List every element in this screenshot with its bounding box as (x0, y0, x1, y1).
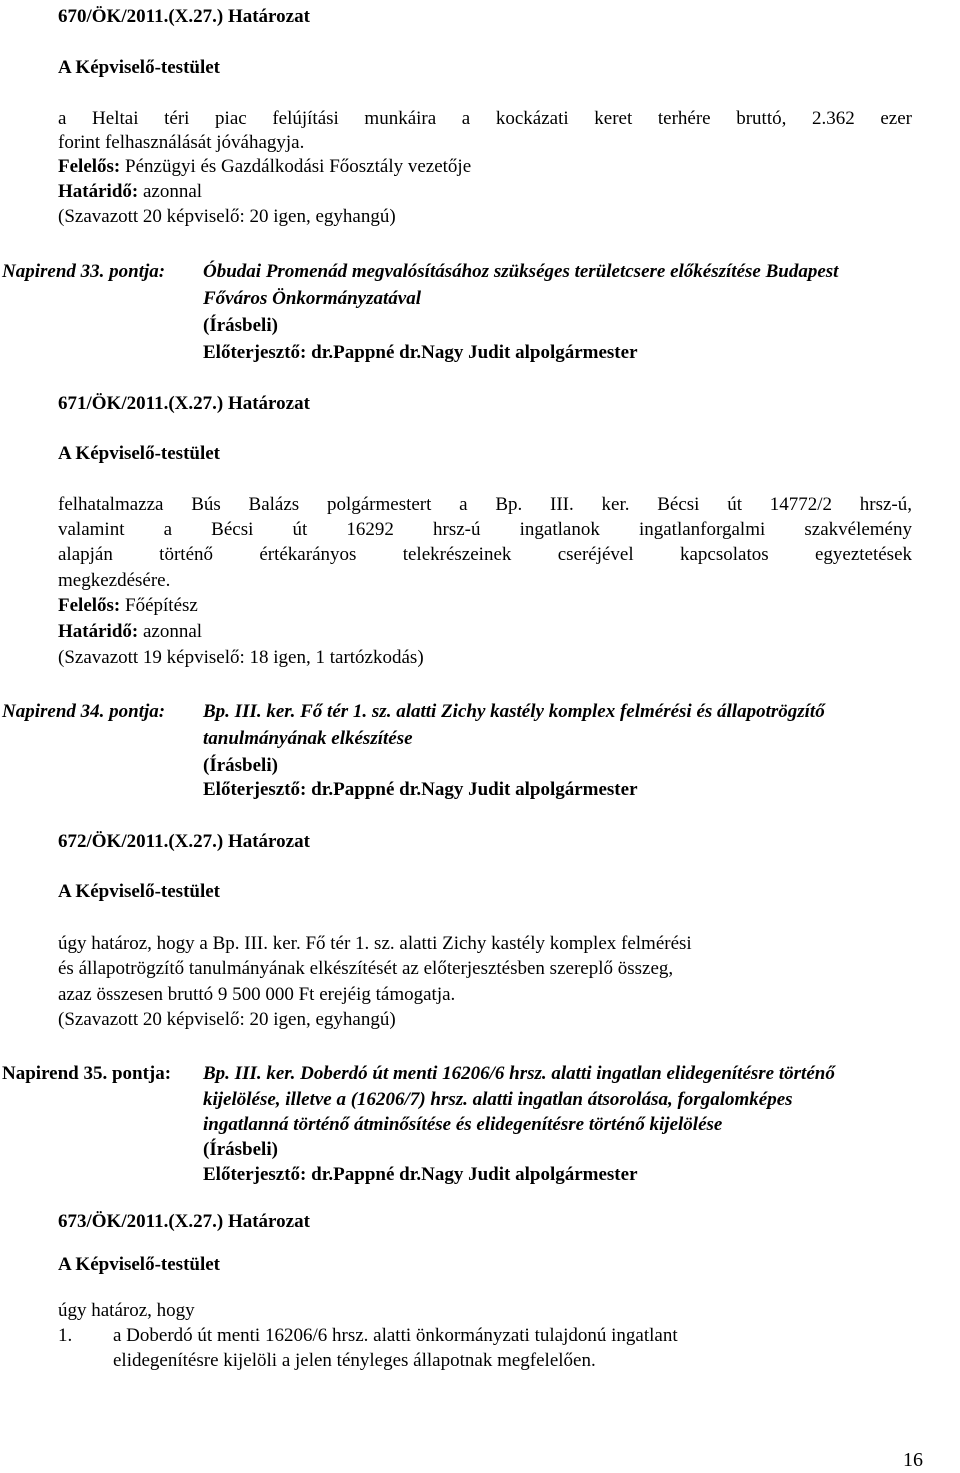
resolution-text: forint felhasználását jóváhagyja. (58, 132, 305, 153)
responsible-label: Felelős: (58, 595, 121, 616)
agenda-title: ingatlanná történő átminősítése és elidegenítésre történő kijelölése (203, 1114, 723, 1135)
vote-result: (Szavazott 20 képviselő: 20 igen, egyhangú) (58, 1009, 396, 1030)
responsible-label: Felelős: (58, 156, 121, 177)
vote-result: (Szavazott 20 képviselő: 20 igen, egyhangú) (58, 206, 396, 227)
page-number: 16 (903, 1449, 923, 1471)
deadline-label: Határidő: (58, 181, 139, 202)
agenda-title: Bp. III. ker. Doberdó út menti 16206/6 hrsz. alatti ingatlan elidegenítésre történő (203, 1063, 835, 1084)
body-name: A Képviselő-testület (58, 1254, 221, 1275)
agenda-label: Napirend 33. pontja: (2, 261, 166, 282)
resolution-text: és állapotrögzítő tanulmányának elkészítését az előterjesztésben szereplő összeg, (58, 958, 674, 979)
agenda-label: Napirend 35. pontja: (2, 1063, 172, 1084)
deadline-value: azonnal (138, 621, 203, 642)
resolution-text: azaz összesen bruttó 9 500 000 Ft erejéig támogatja. (58, 984, 456, 1005)
deadline-value: azonnal (138, 181, 203, 202)
submission-type: (Írásbeli) (203, 315, 278, 336)
body-name: A Képviselő-testület (58, 881, 221, 902)
submission-type: (Írásbeli) (203, 755, 278, 776)
agenda-title: tanulmányának elkészítése (203, 728, 413, 749)
deadline-label: Határidő: (58, 621, 139, 642)
submission-type: (Írásbeli) (203, 1139, 278, 1160)
agenda-label: Napirend 34. pontja: (2, 701, 166, 722)
list-item-number: 1. (58, 1325, 73, 1346)
presenter: Előterjesztő: dr.Pappné dr.Nagy Judit alpolgármester (203, 342, 638, 363)
resolution-text: úgy határoz, hogy a Bp. III. ker. Fő tér 1. sz. alatti Zichy kastély komplex felmérési (58, 933, 692, 954)
responsible-value: Főépítész (120, 595, 198, 616)
deadline-line (58, 620, 202, 644)
resolution-title: 673/ÖK/2011.(X.27.) Határozat (58, 1211, 310, 1232)
deadline-line (58, 180, 202, 204)
resolution-title: 671/ÖK/2011.(X.27.) Határozat (58, 393, 310, 414)
presenter: Előterjesztő: dr.Pappné dr.Nagy Judit alpolgármester (203, 779, 638, 800)
resolution-text: felhatalmazza Bús Balázs polgármestert a Bp. III. ker. Bécsi út 14772/2 hrsz-ú, (58, 494, 912, 515)
list-item-text: elidegenítésre kijelöli a jelen tényleges állapotnak megfelelően. (113, 1350, 596, 1371)
body-name: A Képviselő-testület (58, 443, 221, 464)
responsible-line (58, 155, 471, 179)
list-item-text: a Doberdó út menti 16206/6 hrsz. alatti önkormányzati tulajdonú ingatlant (113, 1325, 678, 1346)
agenda-title: Főváros Önkormányzatával (203, 288, 421, 309)
resolution-text: alapján történő értékarányos telekrészeinek cseréjével kapcsolatos egyeztetések (58, 544, 912, 565)
body-name: A Képviselő-testület (58, 57, 221, 78)
resolution-title: 672/ÖK/2011.(X.27.) Határozat (58, 831, 310, 852)
resolution-text: valamint a Bécsi út 16292 hrsz-ú ingatlanok ingatlanforgalmi szakvélemény (58, 519, 912, 540)
resolution-text: úgy határoz, hogy (58, 1300, 195, 1321)
vote-result: (Szavazott 19 képviselő: 18 igen, 1 tartózkodás) (58, 647, 424, 668)
agenda-title: Óbudai Promenád megvalósításához szükséges területcsere előkészítése Budapest (203, 261, 839, 282)
presenter: Előterjesztő: dr.Pappné dr.Nagy Judit alpolgármester (203, 1164, 638, 1185)
resolution-text: a Heltai téri piac felújítási munkáira a kockázati keret terhére bruttó, 2.362 ezer (58, 108, 912, 129)
agenda-title: Bp. III. ker. Fő tér 1. sz. alatti Zichy kastély komplex felmérési és állapotrögzítő (203, 701, 825, 722)
responsible-value: Pénzügyi és Gazdálkodási Főosztály vezetője (120, 156, 472, 177)
resolution-text: megkezdésére. (58, 570, 171, 591)
responsible-line (58, 594, 198, 618)
resolution-title: 670/ÖK/2011.(X.27.) Határozat (58, 6, 310, 27)
agenda-title: kijelölése, illetve a (16206/7) hrsz. alatti ingatlan átsorolása, forgalomképes (203, 1089, 793, 1110)
